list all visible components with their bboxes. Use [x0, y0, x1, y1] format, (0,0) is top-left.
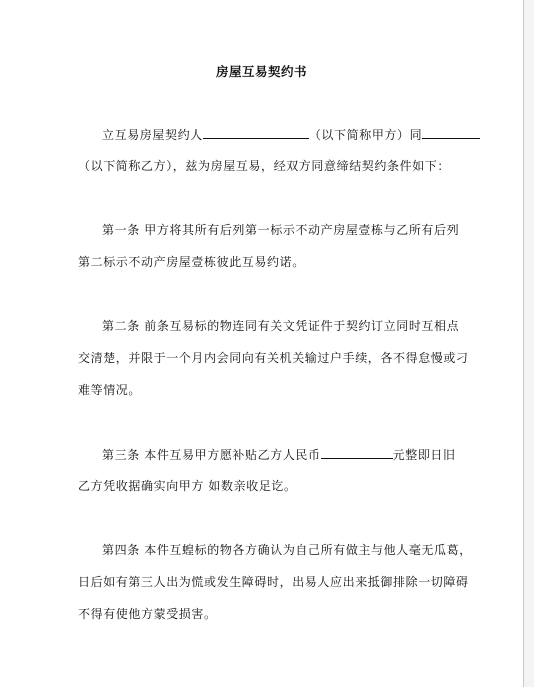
- article-4-line-1: 第四条 本件互蝗标的物各方确认为自己所有做主与他人毫无瓜葛，: [102, 543, 472, 557]
- article-3-line-1: [102, 446, 456, 463]
- article-2-line-2: 交清楚，并限于一个月内会同向有关机关输过户手续，各不得怠慢或刁: [78, 351, 469, 365]
- article-3-text-a: 第三条 本件互易甲方愿补贴乙方人民币: [102, 448, 321, 462]
- intro-line-2: （以下简称乙方），兹为房屋互易，经双方同意缔结契约条件如下：: [78, 159, 451, 173]
- intro-party-label: 立互易房屋契约人: [102, 128, 203, 142]
- intro-party-a-note: （以下简称甲方）同: [308, 128, 423, 142]
- article-1-line-2: 第二标示不动产房屋壹栋彼此互易约诺。: [78, 255, 305, 269]
- scrollbar-track[interactable]: [524, 0, 534, 687]
- document-title: 房屋互易契约书: [215, 64, 307, 79]
- article-3-text-b: 元整即日旧: [392, 448, 456, 462]
- article-4-line-3: 不得有使他方蒙受损害。: [78, 607, 217, 621]
- article-3-line-2: 乙方凭收据确实向甲方 如数亲收足讫。: [78, 479, 297, 493]
- party-a-blank: [203, 126, 309, 139]
- article-2-line-3: 难等情况。: [78, 383, 142, 397]
- amount-blank: [321, 446, 393, 459]
- party-b-blank: [422, 126, 480, 139]
- article-2-line-1: 第二条 前条互易标的物连同有关文凭证件于契约订立同时互相点: [102, 319, 460, 333]
- intro-line-1: [102, 126, 480, 143]
- article-1-line-1: 第一条 甲方将其所有后列第一标示不动产房屋壹栋与乙所有后列: [102, 223, 460, 237]
- article-4-line-2: 日后如有第三人出为慌或发生障碍时，出易人应出来抵御排除一切障碍: [78, 575, 469, 589]
